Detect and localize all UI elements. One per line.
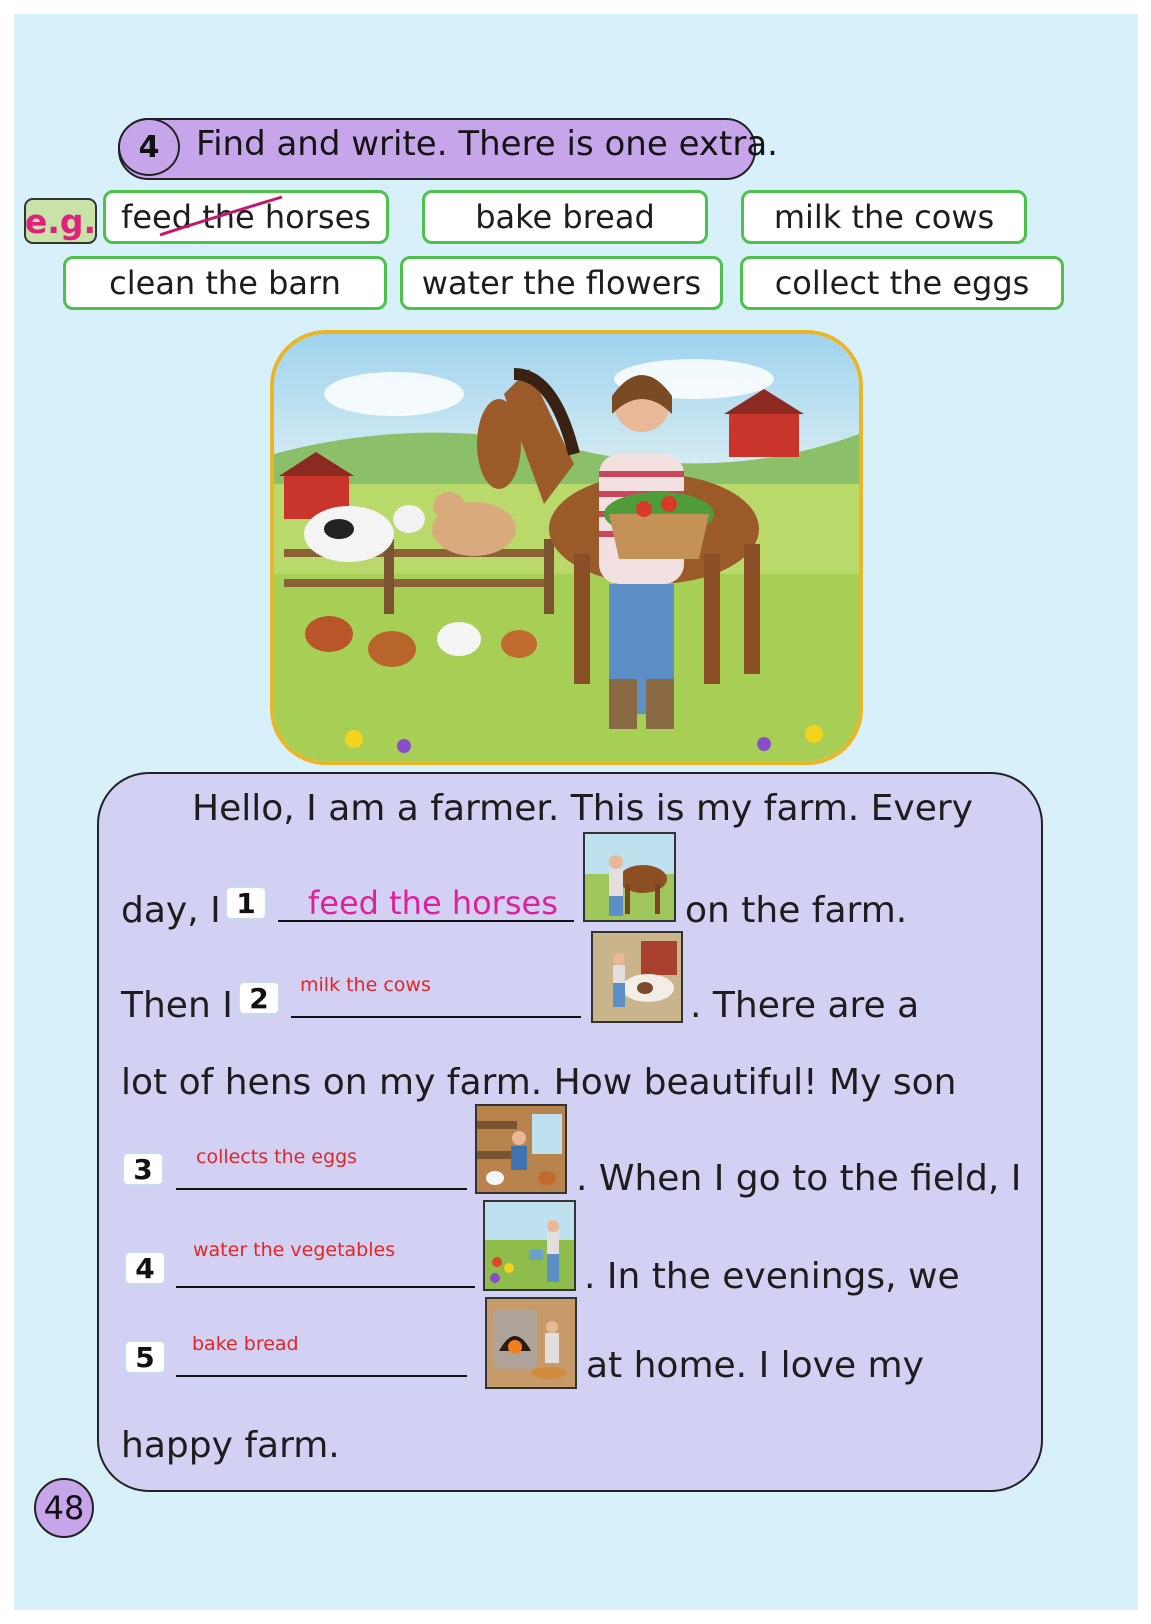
blank-number: 1: [225, 886, 267, 920]
blank-number: 5: [124, 1340, 166, 1374]
answer-text[interactable]: bake bread: [192, 1333, 299, 1355]
farm-illustration: [270, 330, 863, 765]
passage-line: Hello, I am a farmer. This is my farm. Every: [192, 788, 973, 829]
passage-line: . In the evenings, we: [584, 1256, 960, 1297]
passage-line: Then I: [121, 985, 233, 1026]
answer-text[interactable]: collects the eggs: [196, 1146, 358, 1168]
page-number: 48: [34, 1478, 94, 1538]
watering-thumbnail: [483, 1200, 576, 1291]
answer-line: [176, 1375, 467, 1377]
passage-line: . When I go to the field, I: [576, 1158, 1022, 1199]
word-bank-item: bake bread: [422, 190, 708, 244]
baking-thumbnail: [485, 1297, 577, 1389]
passage-line: on the farm.: [685, 890, 908, 931]
egg-collecting-thumbnail: [475, 1104, 567, 1194]
word-bank-item: collect the eggs: [740, 256, 1064, 310]
answer-line: [291, 1016, 581, 1018]
passage-line: lot of hens on my farm. How beautiful! My son: [121, 1062, 957, 1103]
answer-text[interactable]: water the vegetables: [193, 1239, 396, 1261]
horse-thumbnail: [583, 832, 676, 922]
passage-line: day, I: [121, 890, 221, 931]
blank-number: 4: [124, 1251, 166, 1285]
answer-line: [176, 1188, 467, 1190]
exercise-instruction: Find and write. There is one extra.: [196, 124, 778, 164]
blank-number: 2: [238, 981, 280, 1015]
answer-text[interactable]: feed the horses: [308, 884, 558, 922]
passage-line: happy farm.: [121, 1425, 340, 1466]
cow-milking-thumbnail: [591, 931, 683, 1023]
answer-line: [176, 1286, 475, 1288]
word-bank-item: clean the barn: [63, 256, 387, 310]
passage-line: at home. I love my: [586, 1345, 924, 1386]
word-bank-item: milk the cows: [741, 190, 1027, 244]
example-label: e.g.: [24, 198, 97, 244]
word-bank-item: feed the horses: [103, 190, 389, 244]
word-bank-item: water the flowers: [400, 256, 723, 310]
passage-line: . There are a: [690, 985, 920, 1026]
exercise-number: 4: [118, 118, 180, 176]
answer-text[interactable]: milk the cows: [300, 974, 431, 996]
blank-number: 3: [122, 1152, 164, 1186]
